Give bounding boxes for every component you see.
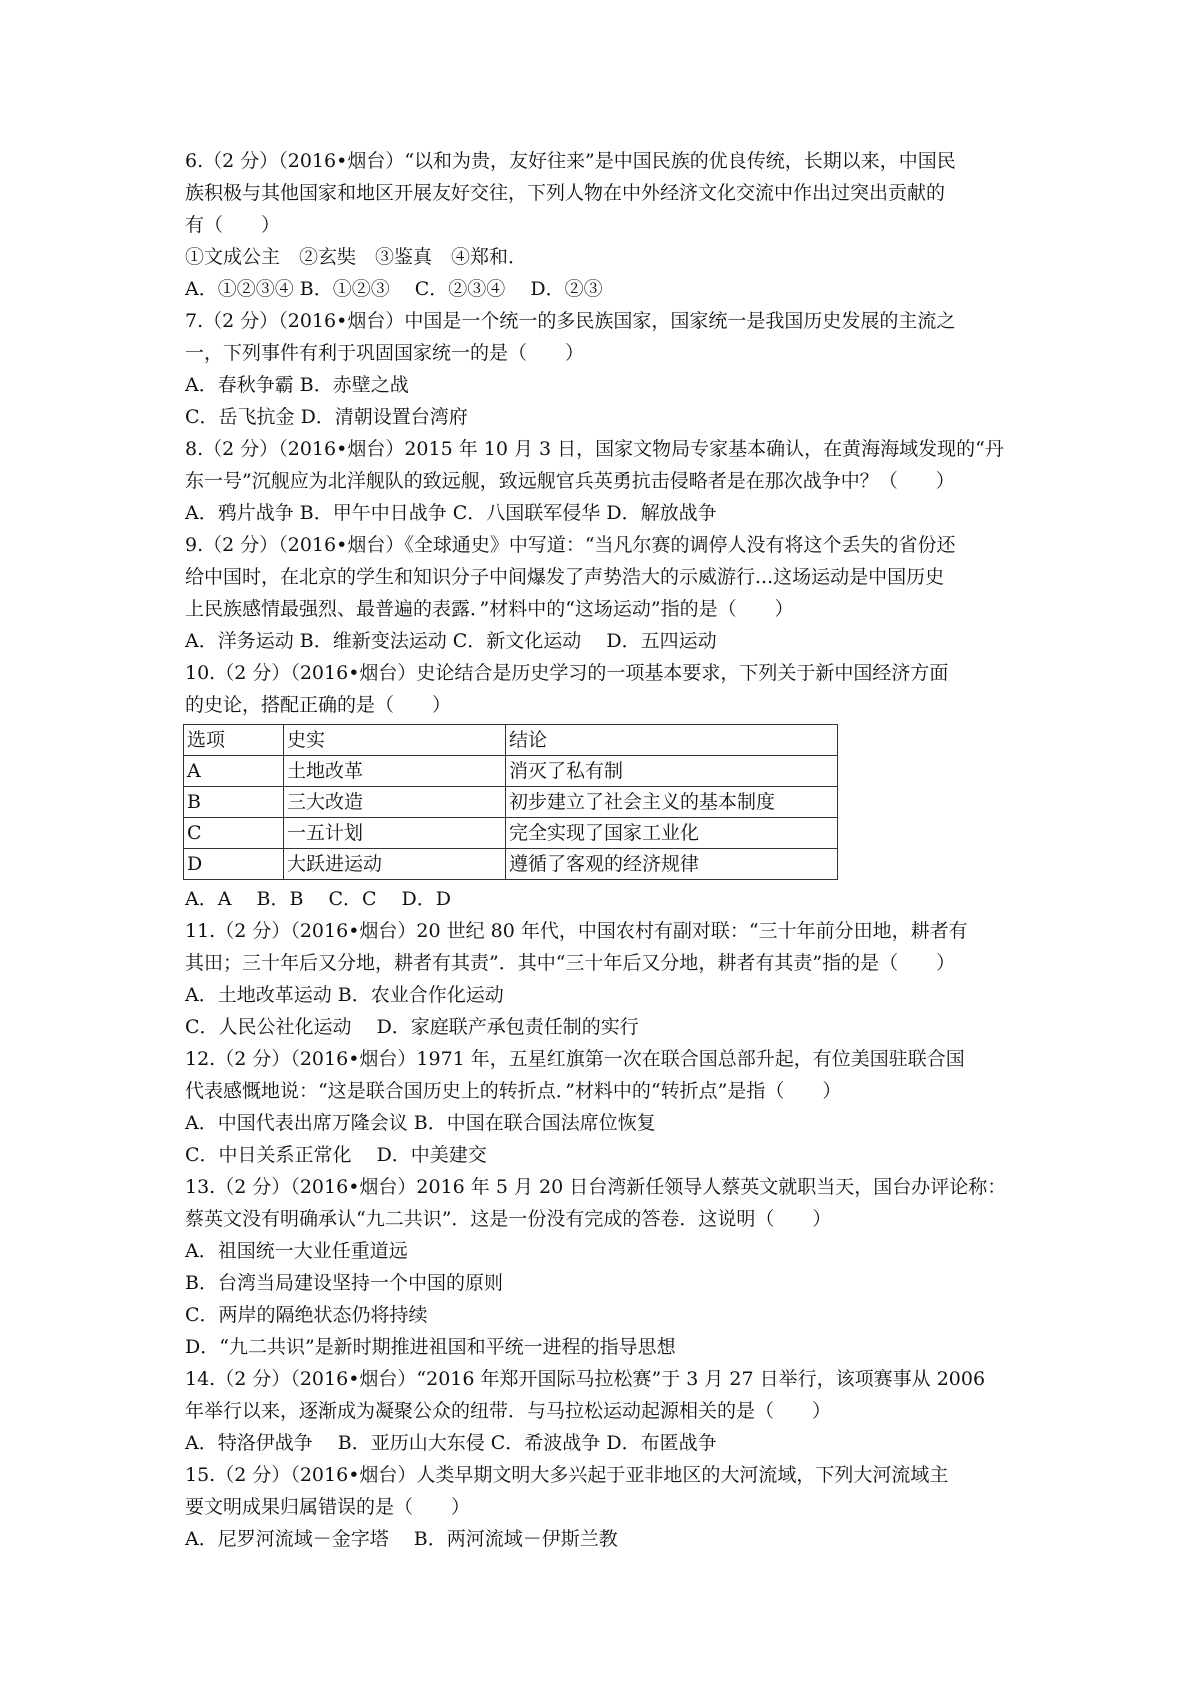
question-14 <box>185 1363 1045 1459</box>
question-line: 10.（2 分）（2016•烟台）史论结合是历史学习的一项基本要求，下列关于新中国经济方面 <box>185 662 949 684</box>
question-line: 7.（2 分）（2016•烟台）中国是一个统一的多民族国家，国家统一是我国历史发展的主流之 <box>185 310 956 332</box>
table-cell: 土地改革 <box>284 756 506 787</box>
question-line: 要文明成果归属错误的是（ ） <box>185 1496 471 1518</box>
question-13 <box>185 1171 1045 1363</box>
table-row <box>184 818 838 849</box>
question-line: 蔡英文没有明确承认“九二共识”．这是一份没有完成的答卷．这说明（ ） <box>185 1208 832 1230</box>
question-9 <box>185 529 1045 657</box>
answer-option: A．鸦片战争 B．甲午中日战争 C．八国联军侵华 D．解放战争 <box>185 502 717 524</box>
answer-option: D．“九二共识”是新时期推进祖国和平统一进程的指导思想 <box>185 1336 676 1358</box>
question-line: 一，下列事件有利于巩固国家统一的是（ ） <box>185 342 585 364</box>
question-line: 15.（2 分）（2016•烟台）人类早期文明大多兴起于亚非地区的大河流域，下列大河流域主 <box>185 1464 949 1486</box>
question-line: 族积极与其他国家和地区开展友好交往，下列人物在中外经济文化交流中作出过突出贡献的 <box>185 182 946 204</box>
question-line: 上民族感情最强烈、最普遍的表露．”材料中的“这场运动”指的是（ ） <box>185 598 794 620</box>
question-15 <box>185 1459 1045 1555</box>
table-cell: D <box>184 849 284 880</box>
table-cell: B <box>184 787 284 818</box>
question-line: 给中国时，在北京的学生和知识分子中间爆发了声势浩大的示威游行...这场运动是中国历史 <box>185 566 945 588</box>
question-line: 14.（2 分）（2016•烟台）“2016 年郑开国际马拉松赛”于 3 月 27 日举行，该项赛事从 2006 <box>185 1368 986 1390</box>
table-row <box>184 849 838 880</box>
answer-option: A．中国代表出席万隆会议 B．中国在联合国法席位恢复 <box>185 1112 656 1134</box>
table-cell: C <box>184 818 284 849</box>
question-line: 8.（2 分）（2016•烟台）2015 年 10 月 3 日，国家文物局专家基本确认，在黄海海域发现的“丹 <box>185 438 1004 460</box>
answer-option: A．①②③④ B．①②③ C．②③④ D．②③ <box>185 278 603 300</box>
question-line: 东一号”沉舰应为北洋舰队的致远舰，致远舰官兵英勇抗击侵略者是在那次战争中？（ ） <box>185 470 955 492</box>
answer-option: C．两岸的隔绝状态仍将持续 <box>185 1304 428 1326</box>
exam-page <box>185 145 1045 1555</box>
answer-option: C．岳飞抗金 D．清朝设置台湾府 <box>185 406 468 428</box>
question-8 <box>185 433 1045 529</box>
answer-option: ①文成公主 ②玄奘 ③鉴真 ④郑和． <box>185 246 528 268</box>
question-6 <box>185 145 1045 305</box>
answer-option: A．尼罗河流域－金字塔 B．两河流域－伊斯兰教 <box>185 1528 618 1550</box>
answer-option: C．中日关系正常化 D．中美建交 <box>185 1144 487 1166</box>
question-11 <box>185 915 1045 1043</box>
answer-option: A．A B．B C．C D．D <box>185 888 452 910</box>
question-line: 9.（2 分）（2016•烟台）《全球通史》中写道：“当凡尔赛的调停人没有将这个丢失的省份还 <box>185 534 956 556</box>
question-line: 13.（2 分）（2016•烟台）2016 年 5 月 20 日台湾新任领导人蔡英文就职当天，国台办评论称： <box>185 1176 1007 1198</box>
question-line: 12.（2 分）（2016•烟台）1971 年，五星红旗第一次在联合国总部升起，有位美国驻联合国 <box>185 1048 965 1070</box>
question-line: 有（ ） <box>185 214 281 236</box>
table-cell: 三大改造 <box>284 787 506 818</box>
question-line: 6.（2 分）（2016•烟台）“以和为贵，友好往来”是中国民族的优良传统，长期以来，中国民 <box>185 150 956 172</box>
question-12 <box>185 1043 1045 1171</box>
table-cell: 消灭了私有制 <box>506 756 838 787</box>
table-header: 选项 <box>184 725 284 756</box>
question-line: 11.（2 分）（2016•烟台）20 世纪 80 年代，中国农村有副对联：“三十年前分田地，耕者有 <box>185 920 968 942</box>
question-line: 的史论，搭配正确的是（ ） <box>185 694 452 716</box>
answer-option: B．台湾当局建设坚持一个中国的原则 <box>185 1272 503 1294</box>
table-header: 史实 <box>284 725 506 756</box>
question-line: 其田；三十年后又分地，耕者有其责”．其中“三十年后又分地，耕者有其责”指的是（ ） <box>185 952 956 974</box>
question-line: 代表感慨地说：“这是联合国历史上的转折点．”材料中的“转折点”是指（ ） <box>185 1080 842 1102</box>
table-cell: A <box>184 756 284 787</box>
table-header-row <box>184 725 838 756</box>
answer-option: A．土地改革运动 B．农业合作化运动 <box>185 984 504 1006</box>
answer-option: A．春秋争霸 B．赤壁之战 <box>185 374 409 396</box>
table-cell: 大跃进运动 <box>284 849 506 880</box>
answer-option: A．特洛伊战争 B．亚历山大东侵 C．希波战争 D．布匿战争 <box>185 1432 717 1454</box>
table-header: 结论 <box>506 725 838 756</box>
table-cell: 一五计划 <box>284 818 506 849</box>
question-7 <box>185 305 1045 433</box>
question-line: 年举行以来，逐渐成为凝聚公众的纽带．与马拉松运动起源相关的是（ ） <box>185 1400 832 1422</box>
table-row <box>184 787 838 818</box>
answer-option: A．祖国统一大业任重道远 <box>185 1240 408 1262</box>
answer-option: A．洋务运动 B．维新变法运动 C．新文化运动 D．五四运动 <box>185 630 717 652</box>
table-cell: 初步建立了社会主义的基本制度 <box>506 787 838 818</box>
question-10 <box>185 657 1045 915</box>
answer-option: C．人民公社化运动 D．家庭联产承包责任制的实行 <box>185 1016 639 1038</box>
table-cell: 完全实现了国家工业化 <box>506 818 838 849</box>
history-table <box>183 724 838 880</box>
table-row <box>184 756 838 787</box>
table-cell: 遵循了客观的经济规律 <box>506 849 838 880</box>
